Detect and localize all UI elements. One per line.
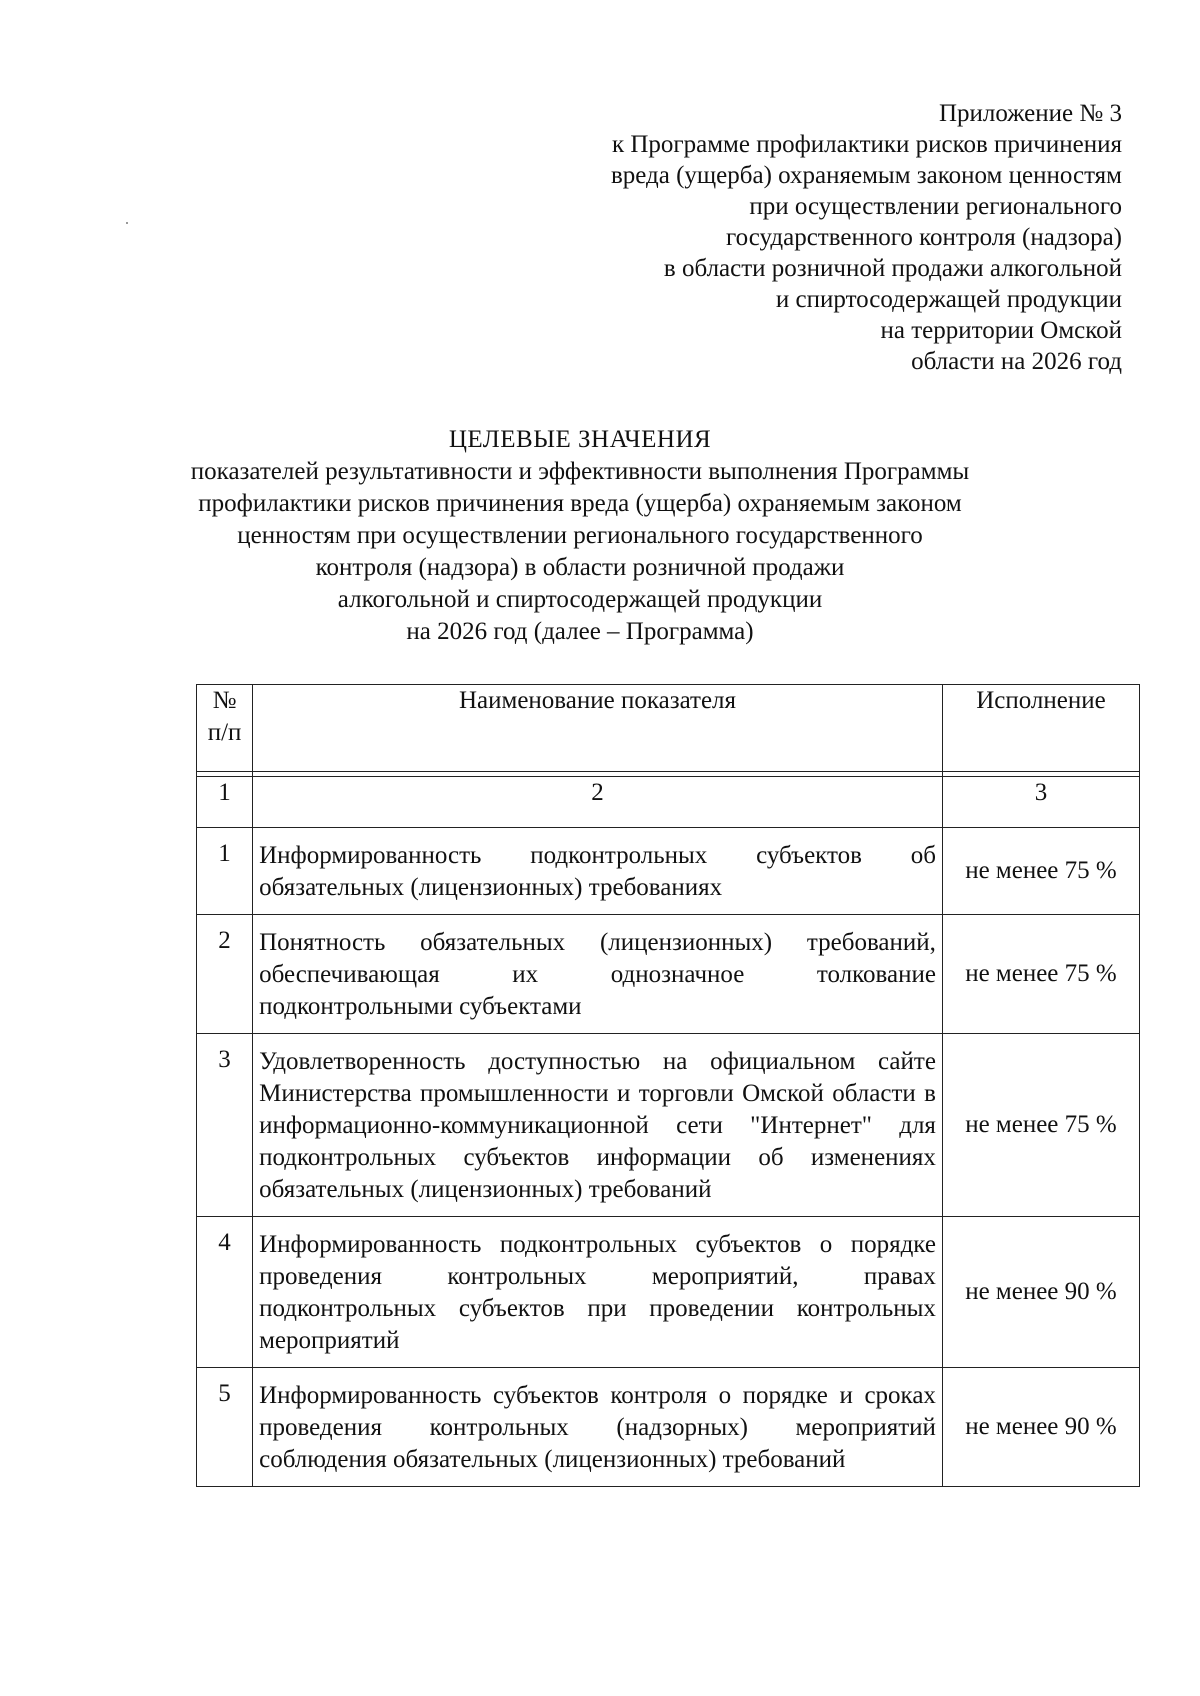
title-line: ценностям при осуществлении регионального государственного (237, 522, 923, 549)
row-num: 1 (197, 828, 253, 915)
header-num-line1: № (212, 687, 237, 714)
row-name: Информированность подконтрольных субъектов о порядке проведения контрольных мероприятий, правах подконтрольных субъектов при проведении контрольных мероприятий (253, 1217, 943, 1368)
scan-speck (126, 222, 128, 224)
table-row (197, 1034, 1140, 1217)
header-execution: Исполнение (942, 685, 1139, 772)
appendix-line: к Программе профилактики рисков причинения (611, 131, 1122, 158)
column-number: 2 (253, 777, 943, 828)
title-line: контроля (надзора) в области розничной продажи (315, 554, 845, 581)
title-line: на 2026 год (далее – Программа) (406, 618, 754, 645)
table-row (197, 828, 1140, 915)
row-num: 4 (197, 1217, 253, 1368)
row-name: Удовлетворенность доступностью на официальном сайте Министерства промышленности и торговли Омской области в информационно-коммуникационной сети "Интернет" для подконтрольных субъектов информации об изменениях обязательных (лицензионных) требований (253, 1034, 943, 1217)
table-row (197, 915, 1140, 1034)
appendix-line: вреда (ущерба) охраняемым законом ценностям (610, 162, 1122, 189)
row-execution: не менее 90 % (942, 1217, 1139, 1368)
row-execution: не менее 90 % (942, 1368, 1139, 1487)
title-heading: ЦЕЛЕВЫЕ ЗНАЧЕНИЯ (448, 426, 712, 453)
row-num: 5 (197, 1368, 253, 1487)
row-execution: не менее 75 % (942, 1034, 1139, 1217)
row-execution: не менее 75 % (942, 915, 1139, 1034)
appendix-header (422, 98, 1122, 377)
indicators-table (196, 684, 1140, 1487)
row-num: 2 (197, 915, 253, 1034)
row-name: Информированность субъектов контроля о порядке и сроках проведения контрольных (надзорных) мероприятий соблюдения обязательных (лицензионных) требований (253, 1368, 943, 1487)
appendix-line: и спиртосодержащей продукции (775, 286, 1122, 313)
appendix-line: в области розничной продажи алкогольной (663, 255, 1122, 282)
table-header-row (197, 685, 1140, 772)
row-num: 3 (197, 1034, 253, 1217)
header-name: Наименование показателя (253, 685, 943, 772)
document-title (150, 424, 1010, 648)
header-num (197, 685, 253, 772)
column-number: 1 (197, 777, 253, 828)
title-line: профилактики рисков причинения вреда (ущерба) охраняемым законом (198, 490, 962, 517)
title-line: показателей результативности и эффективности выполнения Программы (190, 458, 970, 485)
column-number-row (197, 777, 1140, 828)
column-number: 3 (942, 777, 1139, 828)
appendix-line: государственного контроля (надзора) (725, 224, 1122, 251)
title-line: алкогольной и спиртосодержащей продукции (337, 586, 823, 613)
header-num-line2: п/п (207, 719, 242, 746)
appendix-line: при осуществлении регионального (749, 193, 1122, 220)
appendix-line: на территории Омской (880, 317, 1122, 344)
table-row (197, 1368, 1140, 1487)
row-name: Информированность подконтрольных субъектов об обязательных (лицензионных) требованиях (253, 828, 943, 915)
table-row (197, 1217, 1140, 1368)
appendix-line: Приложение № 3 (938, 100, 1122, 127)
appendix-line: области на 2026 год (911, 348, 1122, 375)
row-execution: не менее 75 % (942, 828, 1139, 915)
row-name: Понятность обязательных (лицензионных) требований, обеспечивающая их однозначное толкование подконтрольными субъектами (253, 915, 943, 1034)
